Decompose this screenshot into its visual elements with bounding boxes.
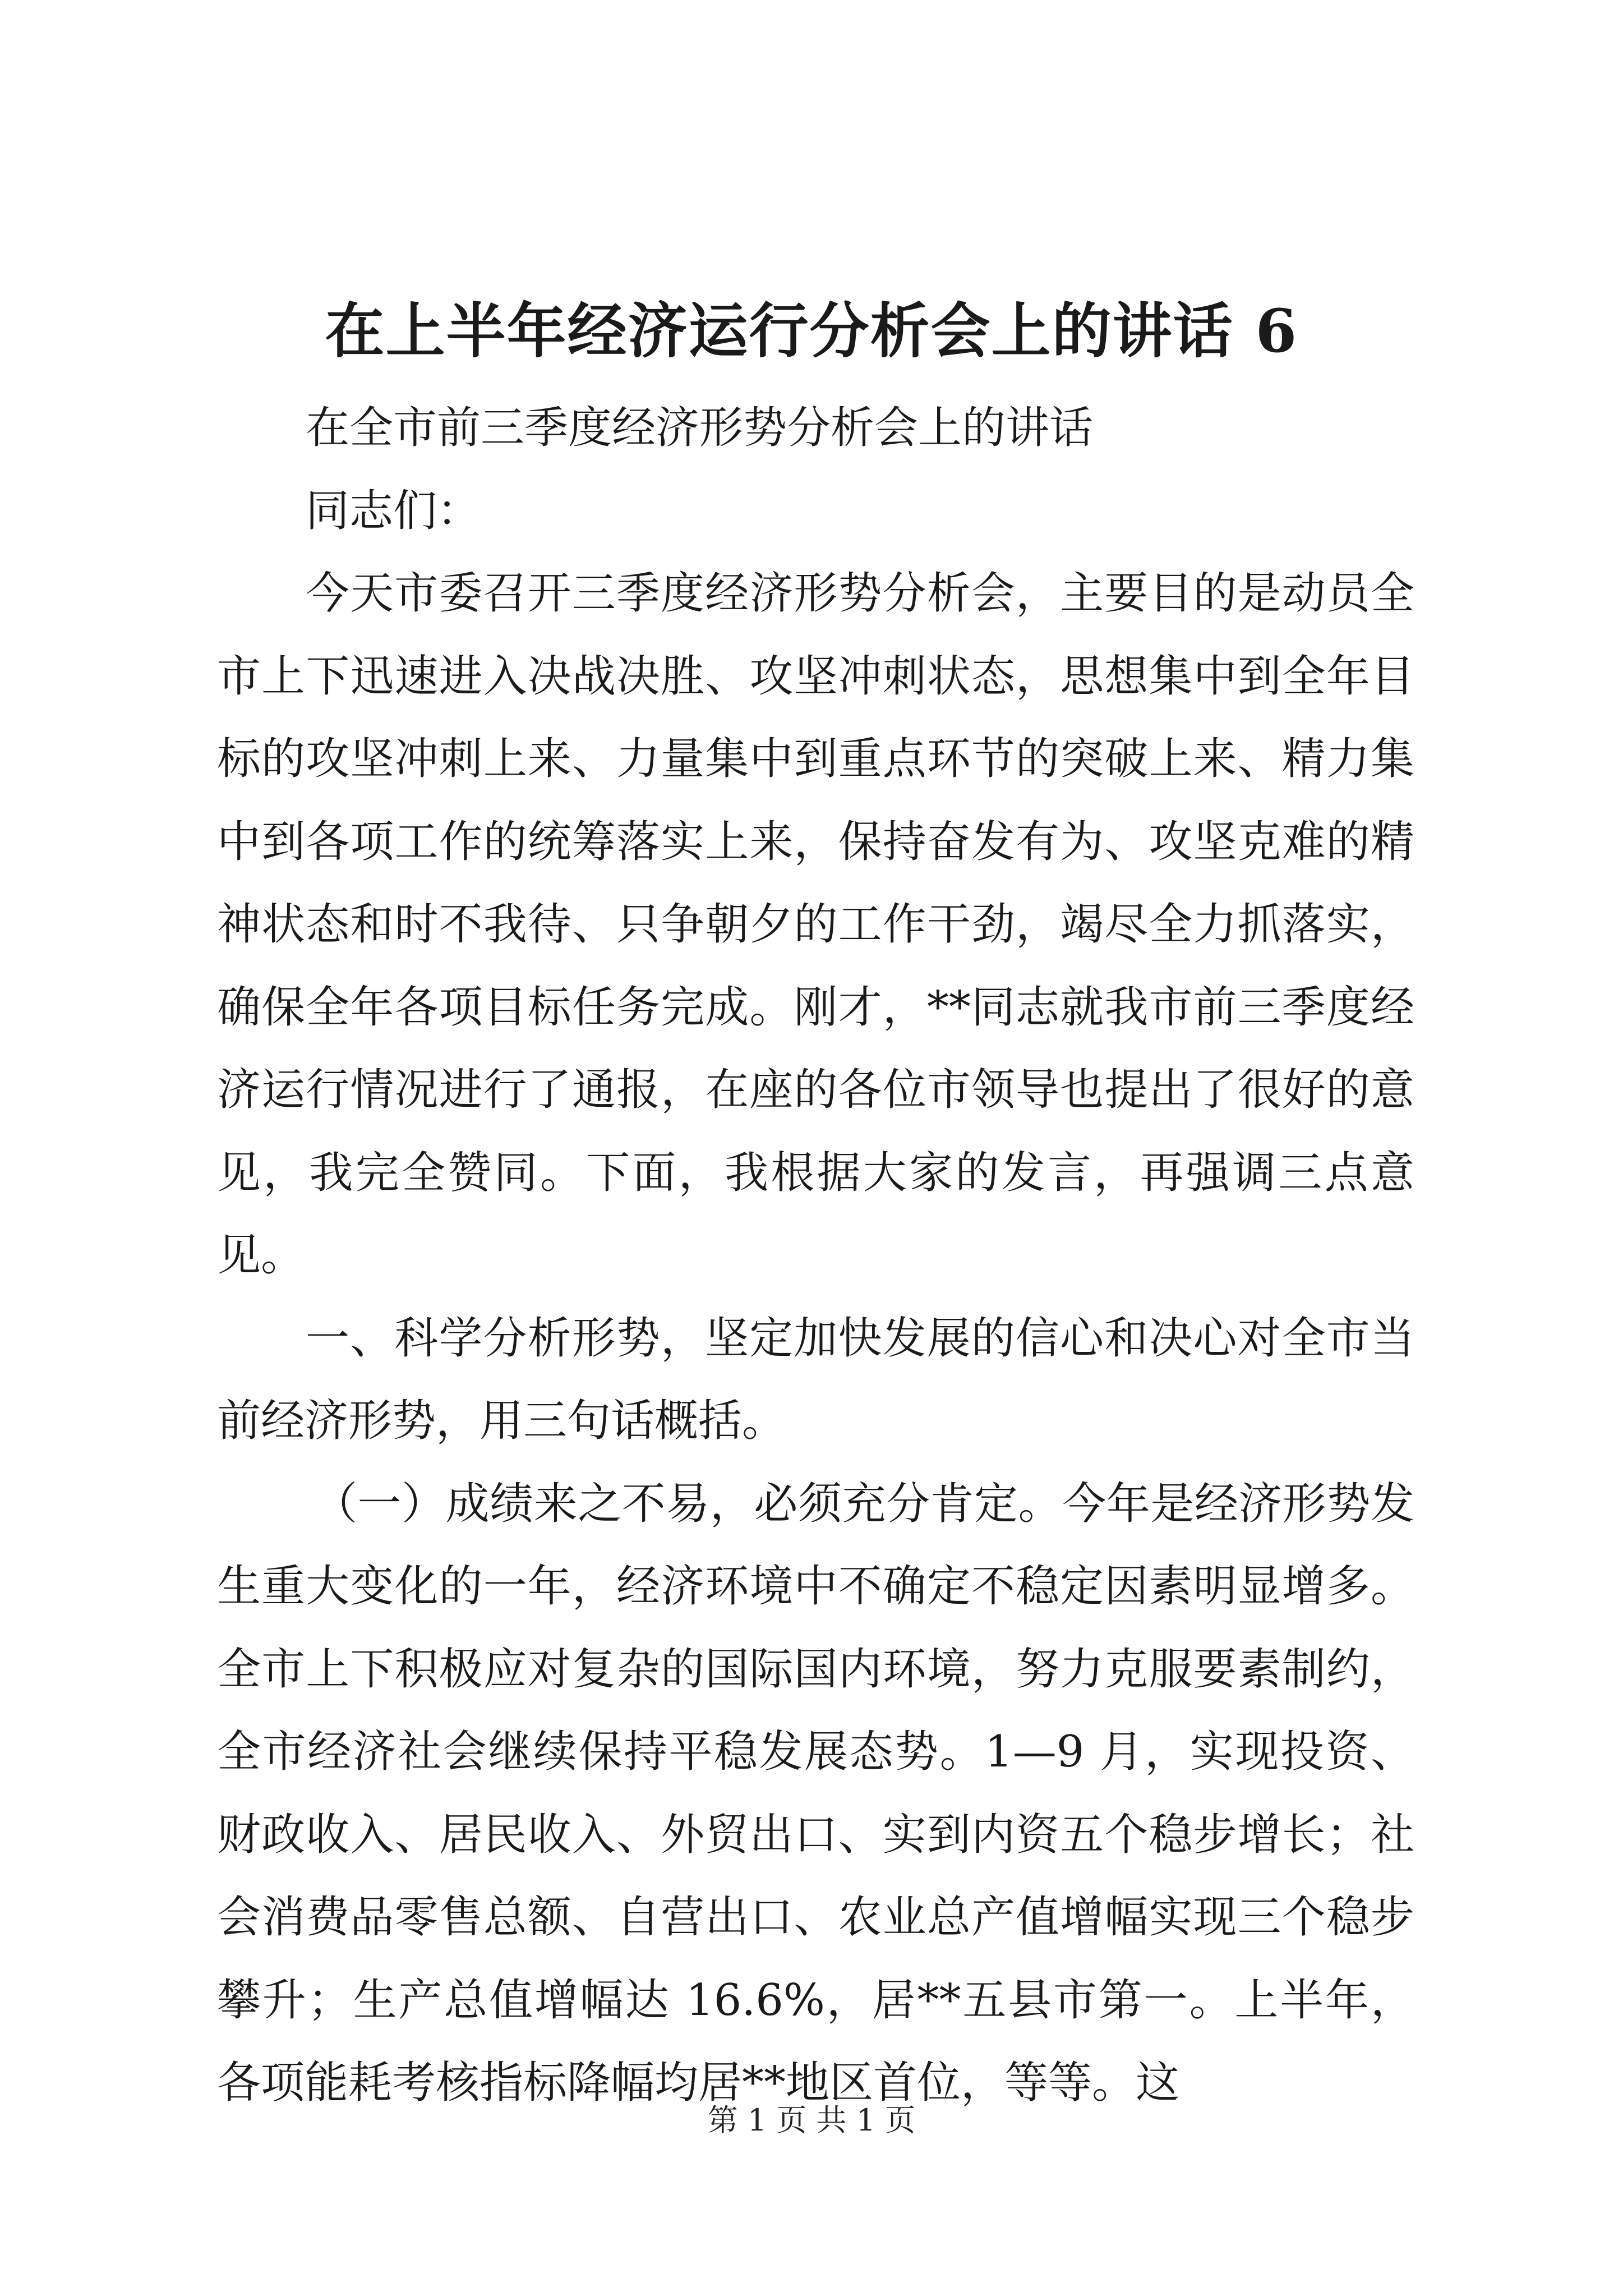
subtitle-paragraph: 在全市前三季度经济形势分析会上的讲话 — [306, 403, 1094, 453]
section-heading-paragraph: 一、科学分析形势，坚定加快发展的信心和决心对全市当前经济形势，用三句话概括。 — [217, 1313, 1414, 1446]
body-paragraph: （一）成绩来之不易，必须充分肯定。今年是经济形势发生重大变化的一年，经济环境中不确定不稳定因素明显增多。全市上下积极应对复杂的国际国内环境，努力克服要素制约，全市经济社会继续保持平稳发展态势。1—9 月，实现投资、财政收入、居民收入、外贸出口、实到内资五个稳步增长；社会消费品零售总额、自营出口、农业总产值增幅实现三个稳步攀升；生产总值增幅达 16.6%，居**五县市第一。上半年，各项能耗考核指标降幅均居**地区首位，等等。这 — [217, 1478, 1414, 2108]
document-body — [217, 387, 1414, 2125]
salutation-paragraph: 同志们： — [306, 485, 481, 536]
page-footer: 第 1 页 共 1 页 — [707, 2102, 916, 2138]
document-title: 在上半年经济运行分析会上的讲话 6 — [325, 296, 1298, 366]
body-paragraph: 今天市委召开三季度经济形势分析会，主要目的是动员全市上下迅速进入决战决胜、攻坚冲刺状态，思想集中到全年目标的攻坚冲刺上来、力量集中到重点环节的突破上来、精力集中到各项工作的统筹落实上来，保持奋发有为、攻坚克难的精神状态和时不我待、只争朝夕的工作干劲，竭尽全力抓落实，确保全年各项目标任务完成。刚才，**同志就我市前三季度经济运行情况进行了通报，在座的各位市领导也提出了很好的意见，我完全赞同。下面，我根据大家的发言，再强调三点意见。 — [217, 568, 1414, 1281]
